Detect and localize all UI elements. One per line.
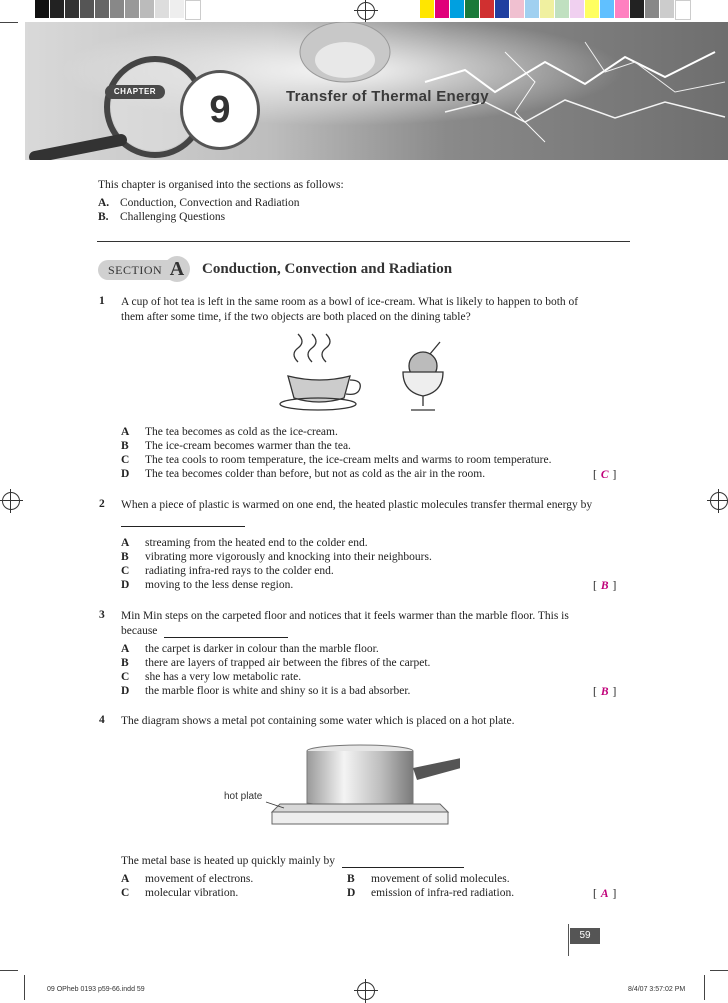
- intro-section-b: [98, 210, 225, 224]
- teacup-icon: [280, 334, 360, 410]
- option-text: the marble floor is white and shiny so it is a bad absorber.: [145, 685, 411, 697]
- question-text-end: because: [121, 625, 158, 637]
- question-number: 3: [99, 609, 105, 621]
- option-text: there are layers of trapped air between the fibres of the carpet.: [145, 657, 431, 669]
- option-text: movement of solid molecules.: [371, 873, 510, 885]
- pot-icon: [307, 745, 460, 808]
- option-text: The tea becomes colder than before, but not as cold as the air in the room.: [145, 468, 486, 480]
- registration-mark-icon: [357, 2, 375, 20]
- question-text: A cup of hot tea is left in the same room as a bowl of ice-cream. What is likely to happen to both of: [121, 296, 579, 308]
- footer-timestamp: 8/4/07 3:57:02 PM: [628, 986, 686, 993]
- divider: [97, 241, 630, 242]
- option-key: C: [121, 565, 130, 577]
- option-text: streaming from the heated end to the colder end.: [145, 537, 368, 549]
- hotplate-icon: [272, 804, 448, 824]
- crop-mark: [24, 975, 25, 1000]
- option-2b: [121, 551, 432, 563]
- question-text: them after some time, if the two objects are both placed on the dining table?: [121, 311, 471, 323]
- chapter-number: 9: [180, 70, 260, 150]
- question-text: Min Min steps on the carpeted floor and notices that it feels warmer than the marble floor. This is: [121, 610, 569, 622]
- option-text: moving to the less dense region.: [145, 579, 294, 591]
- registration-mark-icon: [710, 492, 728, 510]
- option-1b: [121, 440, 351, 452]
- pot-on-hotplate-diagram: [210, 742, 460, 832]
- page-number-rule: [568, 924, 569, 956]
- option-key: B: [121, 440, 129, 452]
- answer-letter: B: [600, 580, 609, 592]
- footer-file-name: 09 OPheb 0193 p59-66.indd 59: [47, 986, 145, 993]
- crop-mark: [0, 22, 18, 23]
- option-key: C: [121, 454, 130, 466]
- option-1a: [121, 426, 338, 438]
- option-2c: [121, 565, 334, 577]
- tea-and-icecream-illustration: [270, 332, 470, 414]
- option-text: emission of infra-red radiation.: [371, 887, 515, 899]
- intro-section-letter: A.: [98, 197, 110, 209]
- intro-section-name: Challenging Questions: [120, 211, 226, 223]
- answer-letter: B: [600, 686, 609, 698]
- question-text: The diagram shows a metal pot containing some water which is placed on a hot plate.: [121, 715, 515, 727]
- answer-blank: [342, 853, 464, 868]
- option-key: D: [121, 579, 130, 591]
- option-key: D: [121, 468, 130, 480]
- registration-mark-icon: [2, 492, 20, 510]
- crop-mark: [704, 975, 705, 1000]
- question-number: 1: [99, 295, 105, 307]
- option-4b: [347, 873, 510, 885]
- option-text: radiating infra-red rays to the colder end.: [145, 565, 334, 577]
- option-key: A: [121, 873, 130, 885]
- chapter-title: Transfer of Thermal Energy: [286, 88, 489, 105]
- option-4c: [121, 887, 238, 899]
- answer-box: [ C ]: [593, 469, 617, 481]
- option-text: the carpet is darker in colour than the marble floor.: [145, 643, 379, 655]
- answer-box: [ B ]: [593, 686, 617, 698]
- option-3b: [121, 657, 430, 669]
- chapter-label: CHAPTER: [105, 85, 165, 99]
- option-text: movement of electrons.: [145, 873, 254, 885]
- question-text: [121, 623, 288, 638]
- option-text: The tea cools to room temperature, the ice-cream melts and warms to room temperature.: [145, 454, 552, 466]
- section-letter: A: [169, 258, 185, 280]
- question-number: 2: [99, 498, 105, 510]
- option-text: The tea becomes as cold as the ice-cream.: [145, 426, 338, 438]
- answer-letter: C: [600, 469, 609, 481]
- question-stem-text: The metal base is heated up quickly mainly by: [121, 855, 335, 867]
- color-calibration-bar: [35, 0, 201, 18]
- option-key: D: [347, 887, 356, 899]
- intro-section-a: [98, 196, 300, 210]
- option-3d: [121, 685, 410, 697]
- crop-mark: [0, 970, 18, 971]
- section-title: Conduction, Convection and Radiation: [202, 261, 453, 277]
- icecream-icon: [403, 342, 443, 410]
- option-key: D: [121, 685, 130, 697]
- option-4d: [347, 887, 514, 899]
- option-key: B: [121, 657, 129, 669]
- option-key: C: [121, 887, 130, 899]
- option-3a: [121, 643, 379, 655]
- answer-box: [ A ]: [593, 888, 617, 900]
- option-2d: [121, 579, 293, 591]
- intro-section-letter: B.: [98, 211, 109, 223]
- answer-blank: [121, 526, 245, 527]
- question-number: 4: [99, 714, 105, 726]
- option-3c: [121, 671, 301, 683]
- answer-blank: [164, 623, 288, 638]
- option-text: molecular vibration.: [145, 887, 239, 899]
- answer-letter: A: [600, 888, 609, 900]
- answer-box: [ B ]: [593, 580, 617, 592]
- question-stem: [121, 853, 464, 868]
- option-key: B: [121, 551, 129, 563]
- page-number: 59: [570, 928, 600, 944]
- option-text: The ice-cream becomes warmer than the tea.: [145, 440, 351, 452]
- section-letter-circle: [164, 256, 190, 282]
- color-calibration-bar-right: [420, 0, 691, 18]
- option-key: A: [121, 426, 130, 438]
- option-4a: [121, 873, 253, 885]
- intro-section-name: Conduction, Convection and Radiation: [120, 197, 300, 209]
- option-1d: [121, 468, 485, 480]
- section-label: SECTION: [108, 263, 163, 277]
- intro-lead: This chapter is organised into the sections as follows:: [98, 179, 344, 191]
- option-text: she has a very low metabolic rate.: [145, 671, 302, 683]
- option-1c: [121, 454, 552, 466]
- option-key: B: [347, 873, 355, 885]
- option-key: A: [121, 643, 130, 655]
- option-text: vibrating more vigorously and knocking into their neighbours.: [145, 551, 432, 563]
- diagram-label-hot-plate: hot plate: [224, 791, 263, 802]
- registration-mark-icon: [357, 982, 375, 1000]
- option-key: C: [121, 671, 130, 683]
- option-key: A: [121, 537, 130, 549]
- option-2a: [121, 537, 368, 549]
- question-text: When a piece of plastic is warmed on one end, the heated plastic molecules transfer thermal energy by: [121, 499, 593, 511]
- crop-mark: [710, 970, 728, 971]
